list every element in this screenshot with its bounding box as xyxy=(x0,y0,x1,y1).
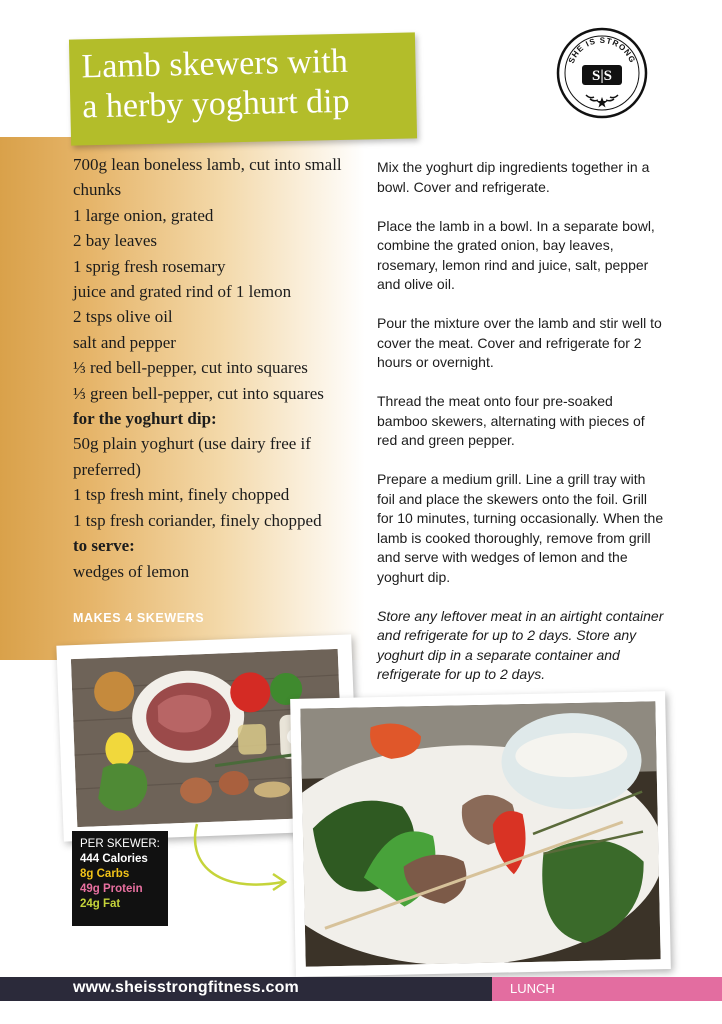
website-link[interactable]: www.sheisstrongfitness.com xyxy=(73,979,299,996)
ingredient-section-heading: to serve: xyxy=(73,536,135,556)
nutrition-carbs: 8g Carbs xyxy=(80,868,130,880)
method-step: Pour the mixture over the lamb and stir well to cover the meat. Cover and refrigerate for 2 hours or overnight. xyxy=(377,315,662,370)
ingredient-item: 700g lean boneless lamb, cut into small chunks xyxy=(73,155,342,200)
ingredient-item: 1 sprig fresh rosemary xyxy=(73,256,226,276)
ingredient-item: ⅓ green bell-pepper, cut into squares xyxy=(73,383,324,403)
ingredient-item: salt and pepper xyxy=(73,332,176,352)
storage-note: Store any leftover meat in an airtight container and refrigerate for up to 2 days. Store any yoghurt dip in a separate container and refrigerate for up to 2 days. xyxy=(377,607,664,682)
nutrition-panel xyxy=(72,831,168,926)
ingredient-item: wedges of lemon xyxy=(73,561,190,581)
logo-arc-text: SHE IS STRONG xyxy=(566,35,638,65)
method-step: Prepare a medium grill. Line a grill tray with foil and place the skewers onto the foil. Grill for 10 minutes, turning occasionally. When the lamb is cooked thoroughly, remove from grill and serve with wedges of lemon and the yoghurt dip. xyxy=(377,471,664,585)
ingredient-item: 1 large onion, grated xyxy=(73,205,214,225)
finished-dish-photo xyxy=(290,691,671,977)
recipe-title-line-2: a herby yoghurt dip xyxy=(81,82,350,126)
ingredient-section-heading: for the yoghurt dip: xyxy=(73,409,217,429)
method-step: Thread the meat onto four pre-soaked bamboo skewers, alternating with pieces of red and green pepper. xyxy=(377,393,645,448)
method-step: Place the lamb in a bowl. In a separate bowl, combine the grated onion, bay leaves, rosemary, lemon rind and juice, salt, pepper and olive oil. xyxy=(377,217,655,292)
she-is-strong-logo xyxy=(556,27,648,119)
nutrition-fat: 24g Fat xyxy=(80,898,121,910)
ingredient-item: 50g plain yoghurt (use dairy free if preferred) xyxy=(73,434,311,479)
finished-dish-photo-image xyxy=(300,701,660,966)
curved-arrow-icon xyxy=(185,822,300,897)
method-steps xyxy=(377,158,667,685)
category-label: LUNCH xyxy=(510,981,555,996)
ingredient-item: 1 tsp fresh coriander, finely chopped xyxy=(73,510,322,530)
footer-bar xyxy=(0,977,722,1001)
servings-label: MAKES 4 SKEWERS xyxy=(73,611,205,625)
nutrition-protein: 49g Protein xyxy=(80,883,143,895)
title-banner xyxy=(69,32,417,145)
nutrition-heading: PER SKEWER: xyxy=(80,838,160,850)
ingredient-item: 2 tsps olive oil xyxy=(73,307,173,327)
recipe-title-line-1: Lamb skewers with xyxy=(81,42,349,86)
ingredient-list xyxy=(73,152,365,584)
category-tag xyxy=(492,977,722,1001)
logo-monogram: S|S xyxy=(592,68,612,84)
method-step: Mix the yoghurt dip ingredients together in a bowl. Cover and refrigerate. xyxy=(377,159,650,195)
ingredient-item: ⅓ red bell-pepper, cut into squares xyxy=(73,358,308,378)
recipe-title xyxy=(81,40,413,127)
nutrition-calories: 444 Calories xyxy=(80,853,148,865)
ingredient-item: 1 tsp fresh mint, finely chopped xyxy=(73,485,290,505)
ingredient-item: 2 bay leaves xyxy=(73,231,158,251)
ingredient-item: juice and grated rind of 1 lemon xyxy=(73,282,292,302)
